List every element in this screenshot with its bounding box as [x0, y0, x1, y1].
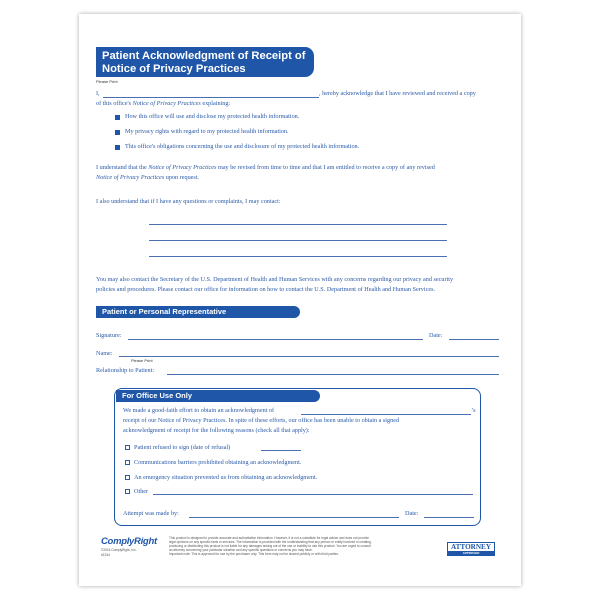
signature-line[interactable] [128, 339, 423, 340]
refused-checkbox[interactable] [125, 445, 130, 450]
patient-name-line[interactable] [103, 97, 319, 98]
date-label: Date: [429, 332, 443, 339]
questions-text: I also understand that if I have any questions or complaints, I may contact: [96, 198, 281, 205]
understand-line1 [96, 164, 435, 172]
please-print-hint: Please Print [96, 79, 118, 84]
attempt-date-label: Date: [405, 510, 419, 517]
product-code: #1334 [101, 553, 110, 557]
disclaimer-line: legal opinions on any specific facts or services. The information is provided with the understanding that any person or entity involved in creating, [169, 540, 372, 544]
communications-label: Communications barriers prohibited obtaining an acknowledgment. [134, 459, 302, 466]
name-line[interactable] [119, 356, 499, 357]
refusal-date-line[interactable] [261, 450, 301, 451]
understand-a2: may be revised from time to time and that I am entitled to receive a copy of any revised [216, 164, 435, 171]
understand-b-italic: Notice of Privacy Practices [96, 174, 165, 181]
bullet-item-3: This office's obligations concerning the use and disclosure of my protected health information. [125, 143, 360, 150]
office-section-header: For Office Use Only [116, 390, 320, 402]
copyright-text: ©2016 ComplyRight, Inc. [101, 548, 137, 552]
intro-line2-end: explaining: [200, 100, 231, 107]
understand-a1: I understand that the [96, 164, 149, 171]
attorney-approved-badge [447, 542, 495, 556]
attempt-line[interactable] [189, 517, 399, 518]
bullet-item-2: My privacy rights with regard to my protected health information. [125, 128, 289, 135]
intro-prefix: I, [96, 90, 100, 97]
disclaimer [169, 536, 439, 556]
disclaimer-line: Important note: This is approved for use by the purchaser only. This form may not be shared publicly or with third parties. [169, 552, 339, 556]
contact-line-3[interactable] [149, 256, 447, 257]
intro-line2-start: of this office's [96, 100, 133, 107]
patient-section-header: Patient or Personal Representative [96, 306, 300, 318]
relationship-line[interactable] [167, 374, 499, 375]
office-p2: receipt of our Notice of Privacy Practices. In spite of these efforts, our office has been unable to obtain a signed [123, 417, 400, 424]
attempt-date-line[interactable] [424, 517, 474, 518]
bullet-icon [115, 130, 120, 135]
communications-checkbox[interactable] [125, 460, 130, 465]
complyright-logo: ComplyRight [101, 536, 157, 547]
understand-line2 [96, 174, 199, 182]
office-patient-line[interactable] [301, 414, 471, 415]
badge-main-text: ATTORNEY [450, 543, 492, 551]
attempt-label: Attempt was made by: [123, 510, 179, 517]
contact-line-1[interactable] [149, 224, 447, 225]
form-page [79, 14, 521, 586]
relationship-label: Relationship to Patient: [96, 367, 155, 374]
name-print-hint: Please Print [131, 358, 153, 363]
office-p1: We made a good-faith effort to obtain an acknowledgment of [123, 407, 275, 414]
emergency-checkbox[interactable] [125, 475, 130, 480]
intro-line2 [96, 100, 230, 108]
contact-line-2[interactable] [149, 240, 447, 241]
signature-date-line[interactable] [449, 339, 499, 340]
form-title: Patient Acknowledgment of Receipt of Notice of Privacy Practices [96, 47, 314, 77]
name-label: Name: [96, 350, 113, 357]
emergency-label: An emergency situation prevented us from obtaining an acknowledgment. [134, 474, 318, 481]
signature-label: Signature: [96, 332, 122, 339]
bullet-icon [115, 115, 120, 120]
other-label: Other [134, 488, 149, 495]
understand-b2: upon request. [164, 174, 200, 181]
bullet-item-1: How this office will use and disclose my protected health information. [125, 113, 300, 120]
secretary-line-2: policies and procedures. Please contact our office for information on how to contact the U.S. Department of Health and Human Services. [96, 286, 436, 293]
refused-label: Patient refused to sign (date of refusal) [134, 444, 231, 451]
understand-a-italic: Notice of Privacy Practices [148, 164, 217, 171]
intro-line2-italic: Notice of Privacy Practices [132, 100, 201, 107]
office-p3: acknowledgment of receipt for the following reasons (check all that apply): [123, 427, 310, 434]
other-line[interactable] [153, 494, 473, 495]
intro-line1-suffix: , hereby acknowledge that I have reviewed and received a copy [319, 90, 476, 97]
bullet-icon [115, 145, 120, 150]
other-checkbox[interactable] [125, 489, 130, 494]
disclaimer-line: an attorney concerning your particular situation and any specific questions or concerns you may have. [169, 548, 313, 552]
secretary-line-1: You may also contact the Secretary of the U.S. Department of Health and Human Services with any concerns regarding our privacy and security [96, 276, 454, 283]
office-p1-end: 's [472, 407, 476, 414]
badge-sub-text: APPROVED [448, 551, 494, 555]
disclaimer-line: This product is designed to provide accurate and authoritative information. However, it is not a substitute for legal advice and does not provide [169, 536, 369, 540]
disclaimer-line: producing or distributing this product is not liable for any damages arising out of the use or inability to use this product. You are urged to consult [169, 544, 371, 548]
